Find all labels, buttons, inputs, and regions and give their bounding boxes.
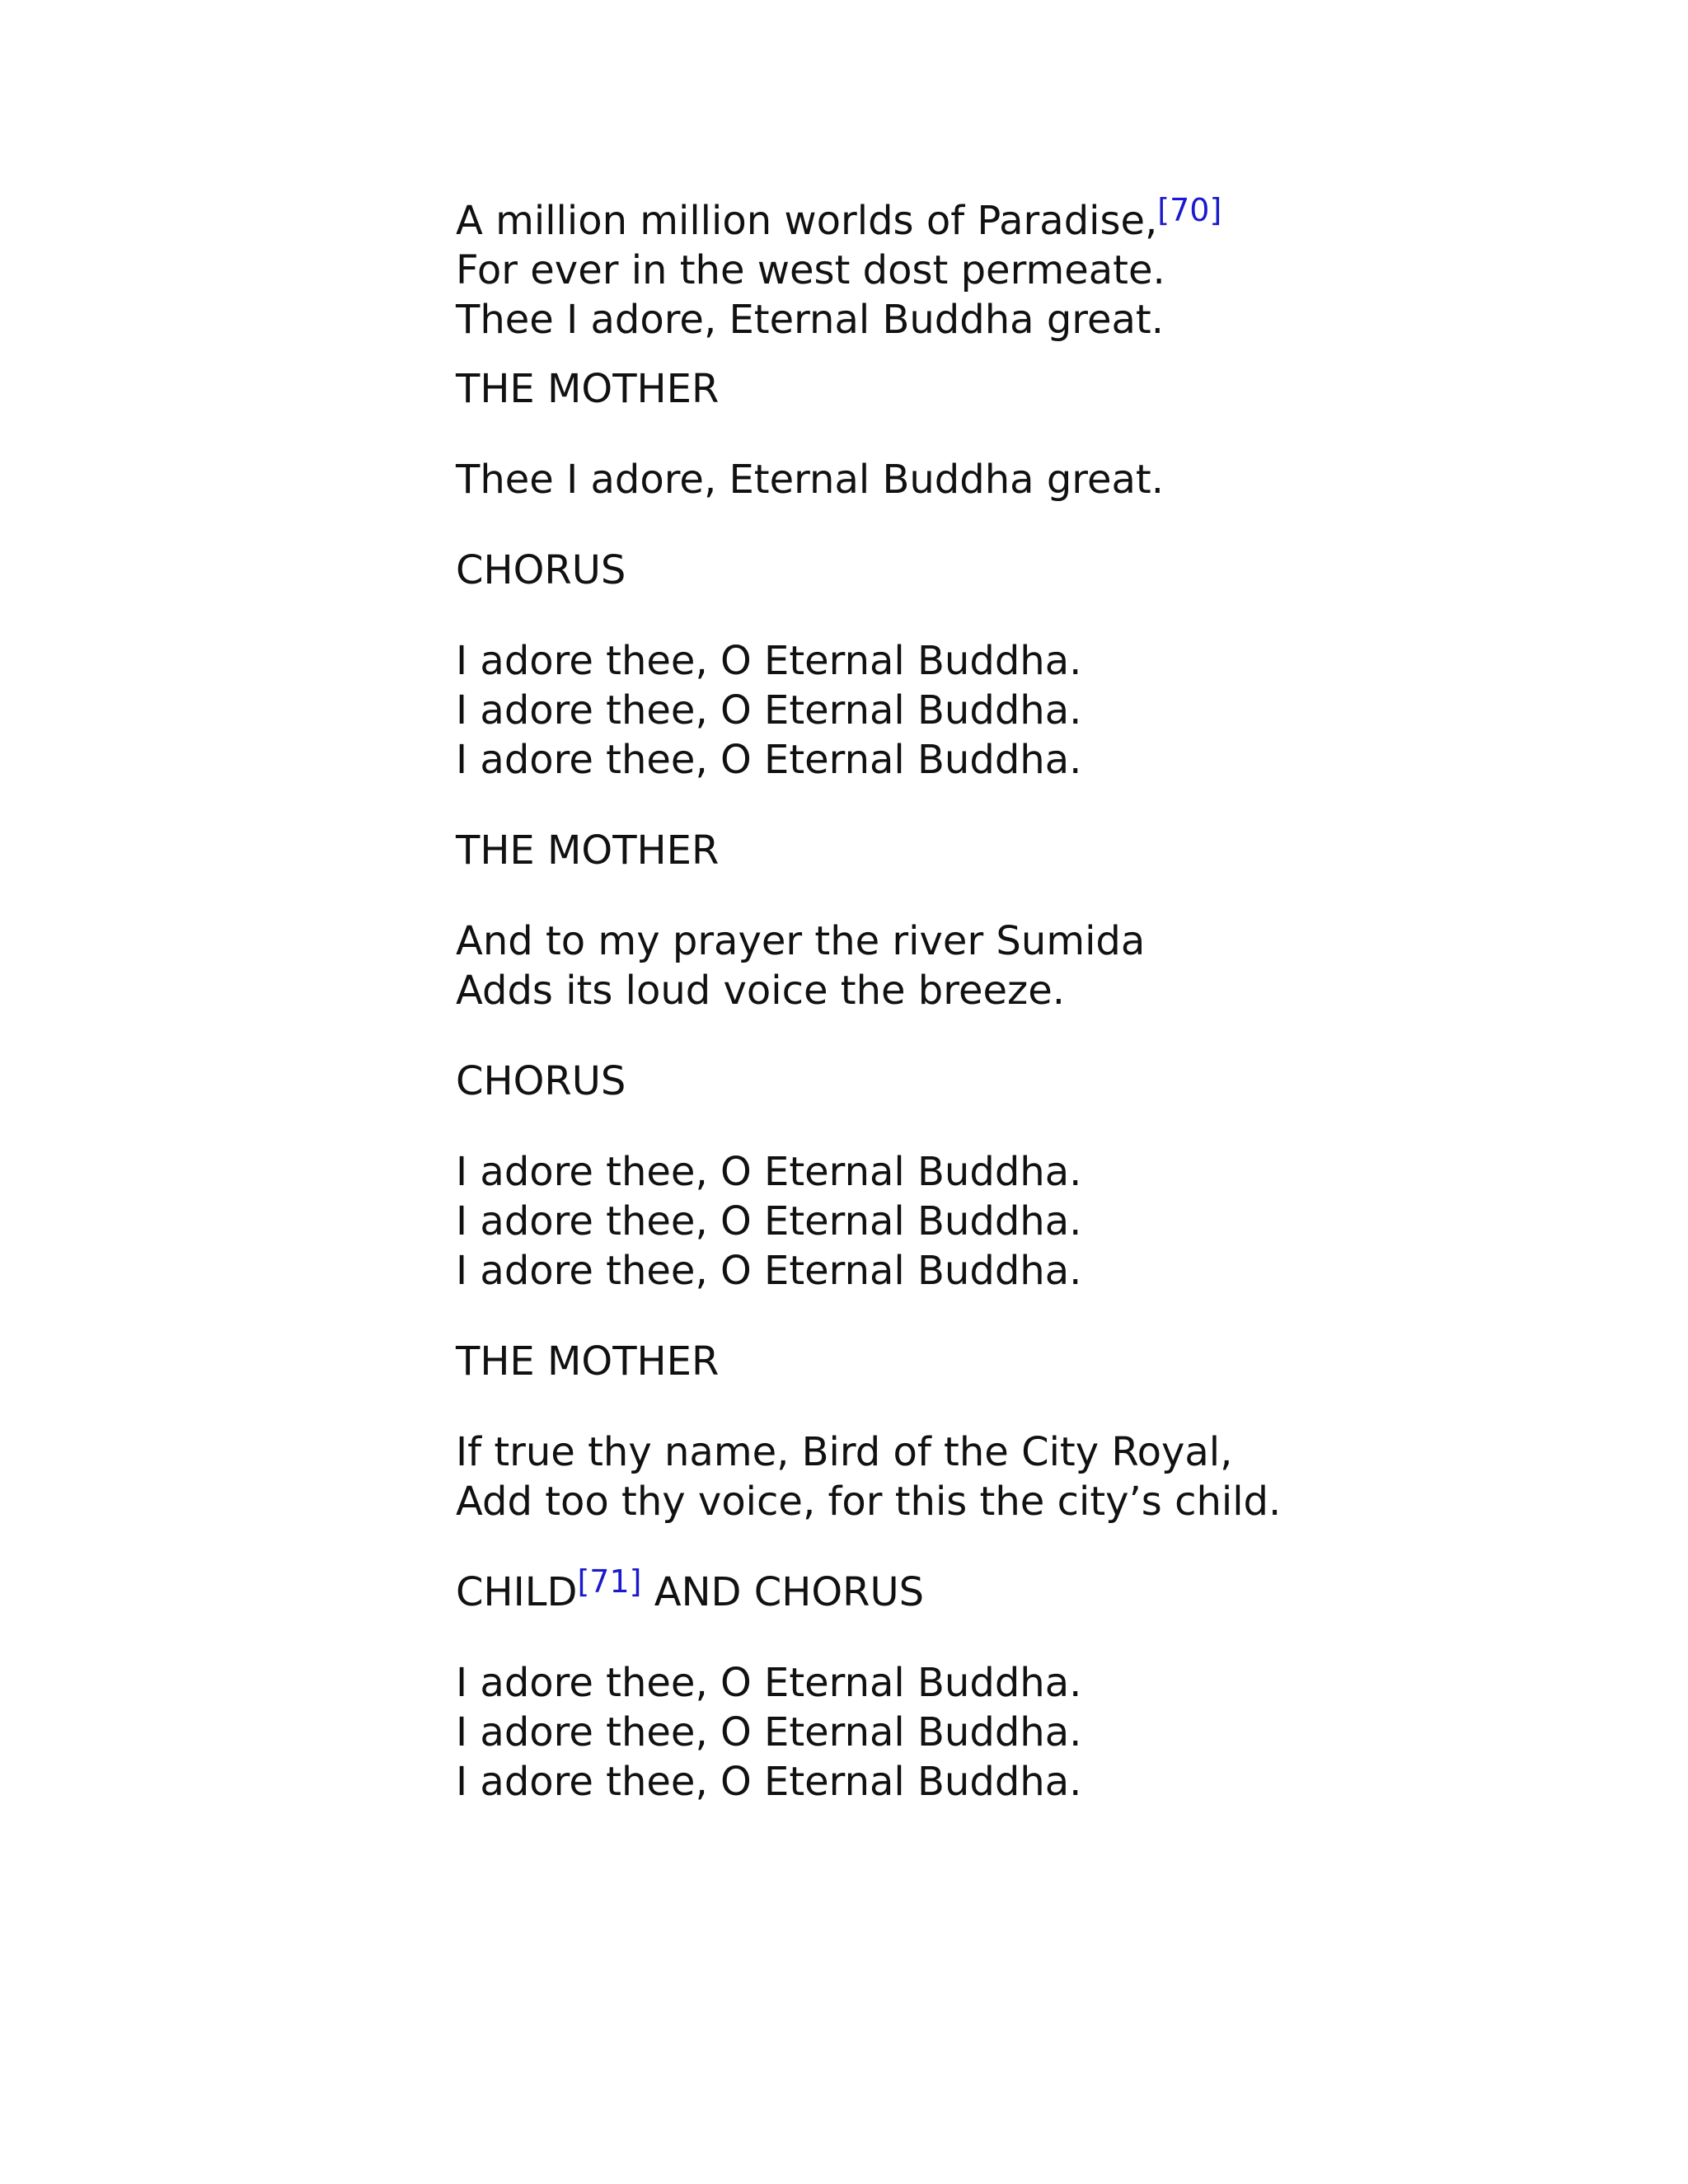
speaker-heading: THE MOTHER (456, 366, 720, 412)
chorus-verse (456, 1147, 1610, 1296)
play-text (456, 192, 1610, 1848)
speaker-heading: CHORUS (456, 1058, 626, 1104)
verse-line: Adds its loud voice the breeze. (456, 968, 1065, 1014)
speaker-heading-child: CHILD (456, 1569, 578, 1615)
footnote-link-70[interactable]: [70] (1157, 192, 1222, 228)
speaker-heading-chorus: AND CHORUS (641, 1569, 925, 1615)
speaker-heading (456, 1563, 1610, 1617)
speaker-heading: CHORUS (456, 547, 626, 593)
verse-line: I adore thee, O Eternal Buddha. (456, 1248, 1082, 1294)
verse-line: I adore thee, O Eternal Buddha. (456, 1709, 1082, 1755)
verse-line: I adore thee, O Eternal Buddha. (456, 1149, 1082, 1195)
verse-line: I adore thee, O Eternal Buddha. (456, 1660, 1082, 1706)
verse-line: Thee I adore, Eternal Buddha great. (456, 457, 1165, 503)
verse-line: I adore thee, O Eternal Buddha. (456, 1759, 1082, 1805)
speaker-heading: THE MOTHER (456, 827, 720, 874)
verse-line: I adore thee, O Eternal Buddha. (456, 687, 1082, 733)
verse-line: I adore thee, O Eternal Buddha. (456, 737, 1082, 783)
verse-line: I adore thee, O Eternal Buddha. (456, 1198, 1082, 1244)
verse-line (456, 192, 1610, 246)
mother-verse (456, 455, 1610, 504)
chorus-verse (456, 636, 1610, 785)
mother-verse (456, 916, 1610, 1015)
verse-line: I adore thee, O Eternal Buddha. (456, 638, 1082, 684)
verse-line: And to my prayer the river Sumida (456, 918, 1146, 964)
opening-verse (456, 192, 1610, 344)
verse-line: For ever in the west dost permeate. (456, 247, 1165, 293)
speaker-heading: THE MOTHER (456, 1338, 720, 1385)
chorus-verse (456, 1658, 1610, 1807)
verse-line: If true thy name, Bird of the City Royal, (456, 1429, 1233, 1475)
verse-line: Add too thy voice, for this the city’s child. (456, 1479, 1282, 1525)
verse-line: Thee I adore, Eternal Buddha great. (456, 297, 1165, 343)
verse-line-text: A million million worlds of Paradise, (456, 198, 1158, 244)
footnote-link-71[interactable]: [71] (577, 1563, 642, 1600)
mother-verse (456, 1427, 1610, 1526)
